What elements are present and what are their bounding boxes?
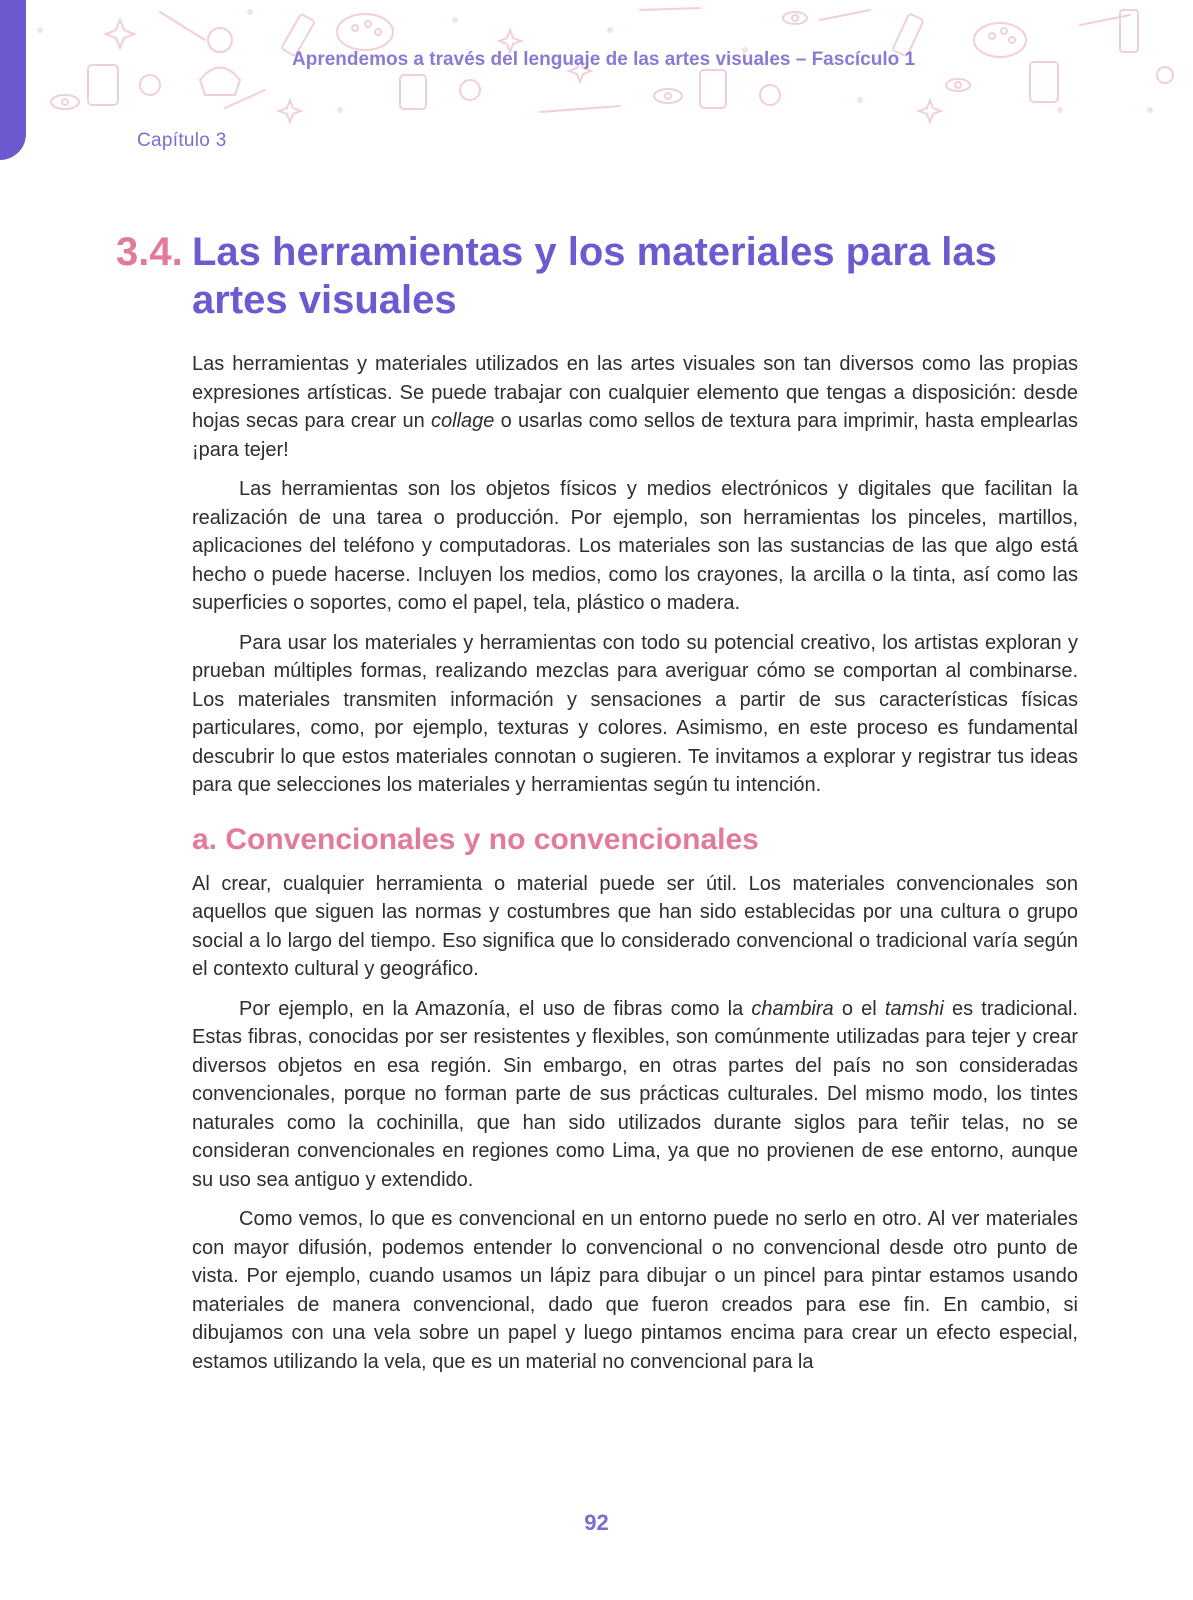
brush-icon (160, 12, 205, 40)
brush-jar-icon (1030, 62, 1058, 102)
paint-splat-icon (760, 85, 780, 105)
intro-paragraph-3: Para usar los materiales y herramientas con todo su potencial creativo, los artistas exploran y prueban múltiples formas, realizando mezclas para averiguar cómo se comportan al combinarse. Los materiales transmiten información y sensaciones a partir de sus características físicas particulares, como, por ejemplo, texturas y colores. Asimismo, en este proceso es fundamental descubrir lo que estos materiales connotan o sugieren. Te invitamos a explorar y registrar tus ideas para que selecciones los materiales y herramientas según tu intención. (192, 631, 1078, 796)
intro-paragraph-1 (192, 350, 1078, 464)
brush-icon (820, 10, 870, 20)
section-number: 3.4. (116, 230, 183, 274)
italic-term: chambira (751, 997, 834, 1020)
paragraph-text: o el (833, 997, 885, 1020)
paint-splat-icon (1157, 67, 1173, 83)
italic-term: collage (431, 410, 495, 432)
sparkle-icon (279, 100, 301, 122)
subsection-title: a. Convencionales y no convencionales (192, 822, 759, 856)
bust-icon (208, 28, 232, 52)
brush-jar-icon (700, 70, 726, 108)
palette-icon (974, 23, 1026, 57)
eye-icon (783, 12, 807, 24)
page-number: 92 (584, 1510, 609, 1535)
sparkle-icon (919, 100, 941, 122)
brush-jar-icon (400, 75, 426, 109)
sub-paragraph-3: Como vemos, lo que es convencional en un entorno puede no serlo en otro. Al ver materiales con mayor difusión, podemos entender lo convencional o no convencional desde otro punto de vista. Por ejemplo, cuando usamos un lápiz para dibujar o un pincel para pintar estamos usando materiales de manera convencional, dado que fueron creados para ese fin. En cambio, si dibujamos con una vela sobre un papel y luego pintamos encima para crear un efecto especial, estamos utilizando la vela, que es un material no convencional para la (192, 1208, 1078, 1373)
paragraph-text: es tradicional. Estas fibras, conocidas por ser resistentes y flexibles, son comúnmente utilizadas para tejer y crear diversos objetos en esa región. Sin embargo, en otras partes del país no son consideradas convencionales, porque no forman parte de sus prácticas culturales. Del mismo modo, los tintes naturales como la cochinilla, que han sido utilizados durante siglos para teñir telas, no se consideran convencionales en regiones como Lima, ya que no provienen de ese entorno, aunque su uso sea antiguo y extendido. (192, 997, 1078, 1191)
italic-term: tamshi (884, 997, 944, 1020)
section-heading (116, 228, 1076, 324)
eye-icon (654, 89, 682, 103)
paint-splat-icon (460, 80, 480, 100)
brush-icon (225, 90, 265, 108)
paragraph-text: Por ejemplo, en la Amazonía, el uso de fibras como la (239, 997, 752, 1020)
palette-icon (337, 14, 393, 50)
brush-icon (640, 8, 700, 10)
sub-paragraph-1: Al crear, cualquier herramienta o material puede ser útil. Los materiales convencionales son aquellos que siguen las normas y costumbres que han sido establecidas por una cultura o grupo social a lo largo del tiempo. Eso significa que lo considerado convencional o tradicional varía según el contexto cultural y geográfico. (192, 872, 1078, 980)
paragraph-text: Las herramientas y materiales utilizados en las artes visuales son tan diversos como las propias expresiones artísticas. Se puede trabajar con cualquier elemento que tengas a disposición: desde hojas secas para crear un (192, 353, 1078, 432)
intro-paragraph-2: Las herramientas son los objetos físicos y medios electrónicos y digitales que facilitan la realización de una tarea o producción. Por ejemplo, son herramientas los pinceles, martillos, aplicaciones del teléfono y computadoras. Los materiales son las sustancias de las que algo está hecho o puede hacerse. Incluyen los medios, como los crayones, la arcilla o la tinta, así como las superficies o soportes, como el papel, tela, plástico o madera. (192, 478, 1078, 614)
sparkle-icon (106, 20, 134, 48)
sub-paragraph-2 (192, 995, 1078, 1195)
paint-splat-icon (140, 75, 160, 95)
brush-icon (1080, 15, 1130, 25)
brush-jar-icon (88, 65, 118, 105)
chapter-label: Capítulo 3 (137, 130, 227, 151)
eye-icon (946, 79, 970, 91)
brush-icon (540, 106, 620, 112)
body-content (192, 350, 1078, 1387)
eye-icon (51, 95, 79, 109)
section-title: Las herramientas y los materiales para las artes visuales (192, 230, 997, 322)
publication-header-title: Aprendemos a través del lenguaje de las artes visuales – Fascículo 1 (292, 49, 916, 70)
paragraph-text: o usarlas como sellos de textura para imprimir, hasta emplearlas ¡para tejer! (192, 410, 1079, 461)
